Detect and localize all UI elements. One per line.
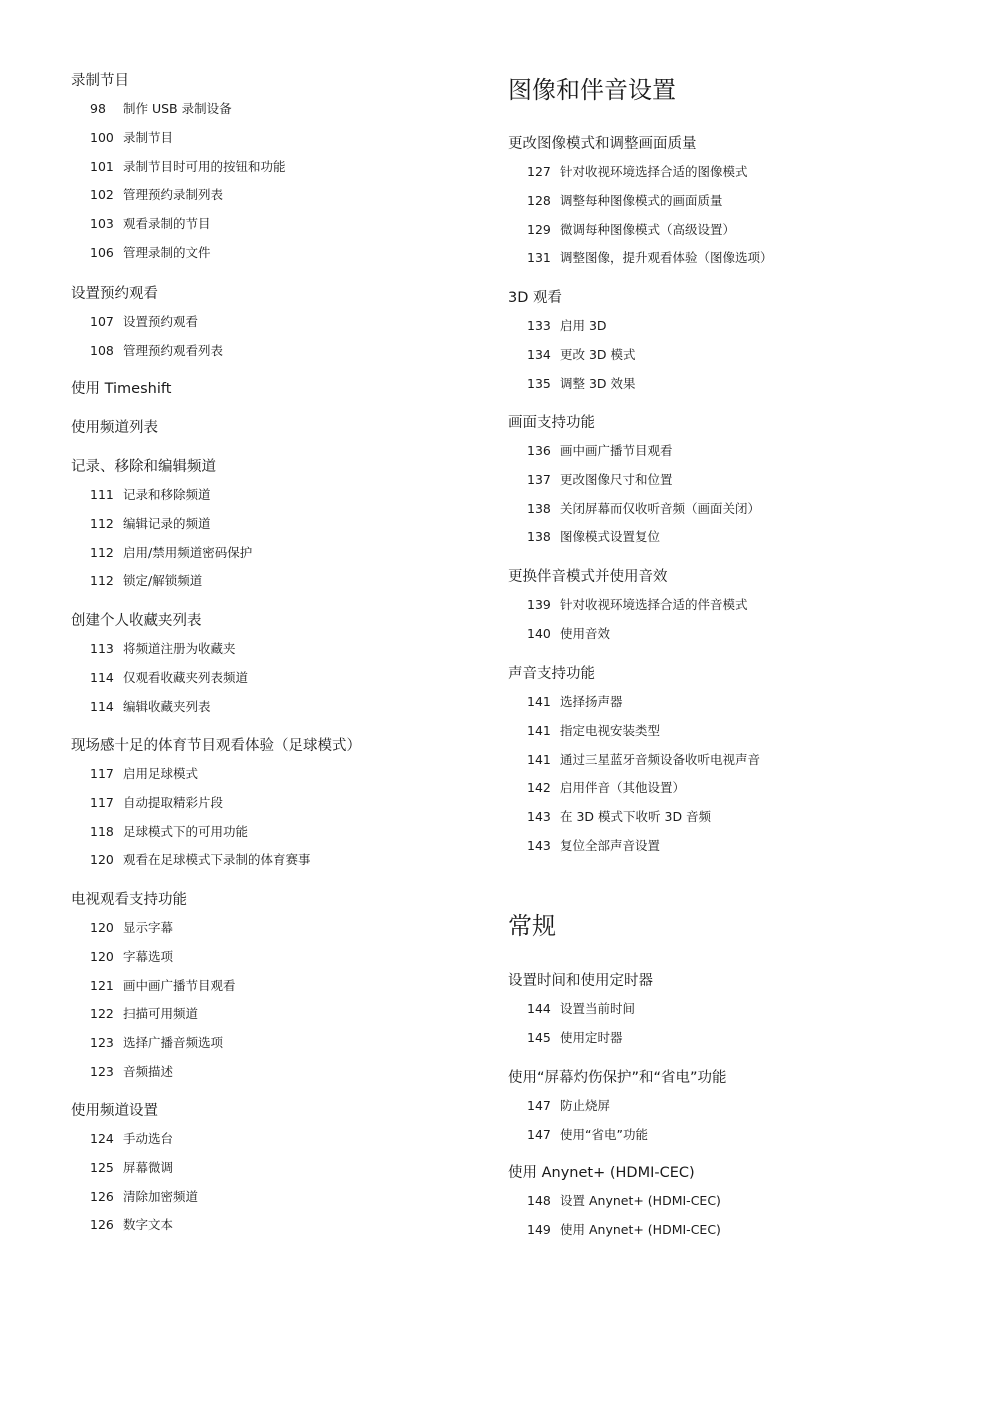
toc-page-number: 134	[527, 346, 551, 362]
toc-entry[interactable]	[90, 1158, 173, 1176]
toc-page-number: 127	[527, 164, 551, 179]
chapter-heading: 常规	[508, 912, 556, 940]
toc-entry[interactable]	[527, 836, 660, 854]
toc-page-number: 143	[527, 809, 551, 825]
toc-section-title[interactable]: 电视观看支持功能	[71, 892, 187, 908]
toc-entry[interactable]	[527, 345, 636, 363]
toc-page-number: 137	[527, 471, 551, 487]
toc-page-number: 131	[527, 250, 551, 266]
toc-entry-label: 管理预约录制列表	[123, 187, 224, 203]
toc-entry[interactable]	[90, 312, 198, 330]
toc-entry[interactable]	[90, 99, 232, 117]
toc-page-number: 141	[527, 722, 551, 738]
toc-entry-label: 更改图像尺寸和位置	[560, 471, 673, 487]
toc-entry-label: 设置预约观看	[123, 314, 199, 329]
toc-page-number: 140	[527, 625, 551, 641]
toc-entry-label: 记录和移除频道	[123, 487, 211, 502]
toc-page-number: 112	[90, 515, 114, 531]
toc-section-title[interactable]: 录制节目	[71, 73, 129, 89]
toc-page-number: 114	[90, 669, 114, 685]
toc-page-number: 148	[527, 1193, 551, 1208]
toc-entry[interactable]	[90, 485, 211, 503]
toc-page-number: 139	[527, 597, 551, 612]
toc-page-number: 118	[90, 823, 114, 839]
toc-page-number: 141	[527, 751, 551, 767]
toc-entry[interactable]	[527, 721, 660, 739]
toc-entry-label: 画中画广播节目观看	[123, 977, 236, 993]
toc-entry[interactable]	[527, 1220, 721, 1238]
toc-entry-label: 使用音效	[560, 625, 611, 641]
toc-entry[interactable]	[527, 316, 607, 334]
toc-entry[interactable]	[527, 1096, 610, 1114]
toc-section-title[interactable]: 更换伴音模式并使用音效	[508, 569, 668, 585]
toc-page-number: 147	[527, 1098, 551, 1113]
toc-entry-label: 扫描可用频道	[123, 1006, 199, 1022]
toc-section-title[interactable]: 画面支持功能	[508, 415, 595, 431]
toc-entry-label: 管理录制的文件	[123, 245, 211, 260]
toc-entry-label: 调整每种图像模式的画面质量	[560, 192, 723, 208]
toc-section-title[interactable]: 现场感十足的体育节目观看体验（足球模式）	[71, 738, 361, 754]
toc-entry-label: 数字文本	[123, 1217, 174, 1233]
toc-page-number: 126	[90, 1188, 114, 1204]
toc-page-number: 142	[527, 780, 551, 796]
toc-entry-label: 设置 Anynet+ (HDMI-CEC)	[560, 1193, 721, 1208]
toc-page-number: 143	[527, 838, 551, 853]
toc-entry-label: 启用伴音（其他设置）	[560, 780, 686, 796]
toc-entry[interactable]	[90, 793, 223, 811]
toc-entry[interactable]	[90, 214, 211, 232]
toc-section-title[interactable]: 更改图像模式和调整画面质量	[508, 136, 697, 152]
toc-page-number: 100	[90, 129, 114, 145]
toc-entry[interactable]	[527, 527, 660, 545]
toc-entry-label: 针对收视环境选择合适的图像模式	[560, 164, 748, 179]
toc-entry[interactable]	[527, 499, 760, 517]
toc-entry[interactable]	[527, 778, 685, 796]
toc-entry-label: 清除加密频道	[123, 1188, 199, 1204]
toc-entry-label: 更改 3D 模式	[560, 346, 636, 362]
toc-entry[interactable]	[90, 697, 211, 715]
toc-entry-label: 录制节目	[123, 129, 174, 145]
toc-entry[interactable]	[527, 441, 673, 459]
toc-page-number: 111	[90, 487, 114, 502]
toc-entry[interactable]	[90, 185, 223, 203]
toc-page-number: 123	[90, 1035, 114, 1051]
toc-entry[interactable]	[527, 750, 760, 768]
toc-entry[interactable]	[90, 571, 202, 589]
toc-entry[interactable]	[90, 850, 311, 868]
toc-entry-label: 制作 USB 录制设备	[123, 101, 232, 116]
toc-entry-label: 编辑收藏夹列表	[123, 698, 211, 714]
toc-entry-label: 使用“省电”功能	[560, 1126, 648, 1142]
toc-entry-label: 图像模式设置复位	[560, 529, 661, 545]
toc-entry[interactable]	[527, 807, 711, 825]
toc-entry-label: 关闭屏幕而仅收听音频（画面关闭）	[560, 500, 761, 516]
toc-entry-label: 锁定/解锁频道	[123, 573, 203, 589]
toc-entry-label: 启用/禁用频道密码保护	[123, 544, 253, 560]
toc-section-title[interactable]: 创建个人收藏夹列表	[71, 613, 202, 629]
toc-entry-label: 防止烧屏	[560, 1098, 611, 1113]
toc-entry[interactable]	[527, 220, 735, 238]
toc-entry[interactable]	[90, 947, 173, 965]
toc-entry[interactable]	[90, 668, 248, 686]
toc-page-number: 125	[90, 1159, 114, 1175]
toc-page-number: 121	[90, 977, 114, 993]
toc-entry[interactable]	[527, 999, 635, 1017]
toc-entry[interactable]	[90, 157, 286, 175]
toc-entry[interactable]	[527, 692, 623, 710]
toc-entry-label: 将频道注册为收藏夹	[123, 641, 236, 656]
toc-entry[interactable]	[527, 248, 773, 266]
toc-entry[interactable]	[527, 470, 673, 488]
toc-page-number: 107	[90, 314, 114, 329]
toc-page-number: 120	[90, 920, 114, 935]
toc-entry[interactable]	[90, 1187, 198, 1205]
toc-section-title[interactable]: 使用频道设置	[71, 1103, 158, 1119]
toc-page-number: 103	[90, 216, 114, 232]
toc-page-number: 123	[90, 1064, 114, 1079]
toc-section-title[interactable]: 声音支持功能	[508, 666, 595, 682]
toc-entry[interactable]	[90, 514, 211, 532]
toc-page-number: 117	[90, 766, 114, 781]
toc-entry[interactable]	[527, 1191, 721, 1209]
toc-section-title[interactable]: 设置时间和使用定时器	[508, 973, 653, 989]
toc-section-title[interactable]: 使用 Timeshift	[71, 381, 172, 397]
toc-section-title[interactable]: 设置预约观看	[71, 286, 158, 302]
toc-page-number: 106	[90, 245, 114, 260]
toc-entry-label: 仅观看收藏夹列表频道	[123, 669, 249, 685]
toc-entry-label: 录制节目时可用的按钮和功能	[123, 158, 286, 174]
toc-entry-label: 编辑记录的频道	[123, 515, 211, 531]
toc-page-number: 114	[90, 698, 114, 714]
toc-entry-label: 使用 Anynet+ (HDMI-CEC)	[560, 1221, 721, 1237]
toc-entry[interactable]	[527, 191, 723, 209]
toc-entry-label: 手动选台	[123, 1131, 174, 1146]
toc-entry[interactable]	[527, 374, 636, 392]
toc-section-title[interactable]: 使用“屏幕灼伤保护”和“省电”功能	[508, 1070, 727, 1086]
toc-entry[interactable]	[90, 976, 236, 994]
toc-page-number: 129	[527, 221, 551, 237]
toc-page-number: 145	[527, 1029, 551, 1045]
toc-page-number: 128	[527, 192, 551, 208]
toc-entry-label: 使用定时器	[560, 1029, 623, 1045]
toc-entry[interactable]	[90, 1033, 223, 1051]
toc-entry-label: 启用足球模式	[123, 766, 199, 781]
toc-entry-label: 字幕选项	[123, 948, 174, 964]
toc-entry[interactable]	[90, 822, 248, 840]
toc-page-number: 141	[527, 694, 551, 709]
toc-entry-label: 管理预约观看列表	[123, 342, 224, 358]
toc-entry[interactable]	[527, 595, 748, 613]
toc-page-number: 112	[90, 573, 114, 589]
toc-entry-label: 选择扬声器	[560, 694, 623, 709]
toc-entry-label: 调整 3D 效果	[560, 375, 636, 391]
toc-section-title[interactable]: 3D 观看	[508, 290, 562, 306]
toc-entry-label: 显示字幕	[123, 920, 174, 935]
toc-entry-label: 观看录制的节目	[123, 216, 211, 232]
toc-page-number: 113	[90, 641, 114, 656]
toc-entry-label: 指定电视安装类型	[560, 722, 661, 738]
toc-page-number: 138	[527, 500, 551, 516]
toc-entry-label: 通过三星蓝牙音频设备收听电视声音	[560, 751, 761, 767]
chapter-heading: 图像和伴音设置	[508, 76, 676, 104]
toc-entry[interactable]	[90, 1004, 198, 1022]
toc-entry[interactable]	[527, 1028, 623, 1046]
toc-section-title[interactable]: 使用 Anynet+ (HDMI-CEC)	[508, 1165, 695, 1181]
toc-entry[interactable]	[90, 764, 198, 782]
toc-entry[interactable]	[90, 341, 223, 359]
toc-entry[interactable]	[90, 1129, 173, 1147]
toc-entry[interactable]	[527, 1125, 648, 1143]
toc-entry-label: 选择广播音频选项	[123, 1035, 224, 1051]
toc-entry[interactable]	[90, 639, 236, 657]
toc-entry[interactable]	[90, 128, 173, 146]
toc-entry-label: 启用 3D	[560, 318, 607, 333]
toc-page-number: 133	[527, 318, 551, 333]
toc-page-number: 122	[90, 1006, 114, 1022]
toc-page-number: 124	[90, 1131, 114, 1146]
toc-entry-label: 音频描述	[123, 1064, 174, 1079]
toc-entry-label: 在 3D 模式下收听 3D 音频	[560, 809, 712, 825]
toc-entry[interactable]	[90, 1215, 173, 1233]
toc-page-number: 147	[527, 1126, 551, 1142]
toc-entry-label: 微调每种图像模式（高级设置）	[560, 221, 736, 237]
toc-page-number: 102	[90, 187, 114, 203]
toc-page-number: 112	[90, 544, 114, 560]
toc-entry-label: 画中画广播节目观看	[560, 443, 673, 458]
toc-entry[interactable]	[527, 624, 610, 642]
toc-section-title[interactable]: 使用频道列表	[71, 420, 158, 436]
toc-page-number: 98	[90, 101, 106, 116]
toc-entry-label: 屏幕微调	[123, 1159, 174, 1175]
toc-page-number: 135	[527, 375, 551, 391]
toc-page-number: 144	[527, 1001, 551, 1016]
toc-page-number: 126	[90, 1217, 114, 1233]
toc-page-number: 149	[527, 1221, 551, 1237]
toc-entry[interactable]	[90, 918, 173, 936]
toc-page-number: 101	[90, 158, 114, 174]
toc-page-number: 120	[90, 948, 114, 964]
toc-page-number: 117	[90, 794, 114, 810]
toc-entry[interactable]	[90, 543, 252, 561]
toc-section-title[interactable]: 记录、移除和编辑频道	[71, 459, 216, 475]
toc-page-number: 138	[527, 529, 551, 545]
toc-page-number: 108	[90, 342, 114, 358]
toc-entry-label: 调整图像，提升观看体验（图像选项）	[560, 250, 773, 266]
toc-entry-label: 足球模式下的可用功能	[123, 823, 249, 839]
toc-entry-label: 复位全部声音设置	[560, 838, 661, 853]
toc-entry[interactable]	[527, 162, 748, 180]
toc-entry-label: 观看在足球模式下录制的体育赛事	[123, 852, 311, 868]
toc-page-number: 136	[527, 443, 551, 458]
toc-entry[interactable]	[90, 243, 211, 261]
toc-entry-label: 自动提取精彩片段	[123, 794, 224, 810]
toc-entry-label: 设置当前时间	[560, 1001, 636, 1016]
toc-entry[interactable]	[90, 1062, 173, 1080]
toc-page-number: 120	[90, 852, 114, 868]
toc-entry-label: 针对收视环境选择合适的伴音模式	[560, 597, 748, 612]
